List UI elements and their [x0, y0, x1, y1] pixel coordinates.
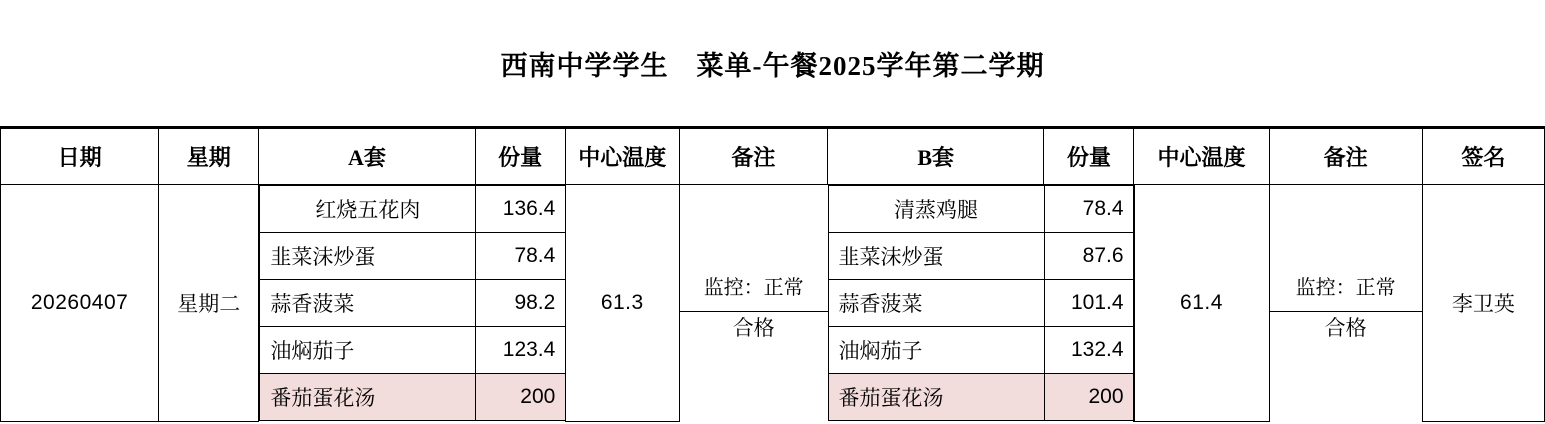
set-a-items-table	[259, 185, 566, 421]
cell-weekday: 星期二	[159, 185, 259, 422]
header-note-b: 备注	[1269, 129, 1422, 185]
menu-table	[0, 128, 1545, 422]
header-signature: 签名	[1422, 129, 1544, 185]
cell-core-temp-a: 61.3	[565, 185, 679, 422]
cell-set-a-group	[259, 185, 565, 422]
set-b-dish-2: 韭菜沫炒蛋	[828, 233, 1044, 280]
cell-note-b	[1269, 185, 1422, 422]
list-item	[260, 186, 566, 233]
note-a-result: 合格	[732, 315, 775, 340]
set-a-qty-3: 98.2	[476, 280, 566, 327]
set-b-qty-1: 78.4	[1044, 186, 1134, 233]
set-b-qty-4: 132.4	[1044, 327, 1134, 374]
table-row	[1, 185, 1545, 422]
cell-core-temp-b: 61.4	[1134, 185, 1269, 422]
set-b-items-table	[828, 185, 1135, 421]
set-a-qty-2: 78.4	[476, 233, 566, 280]
list-item	[828, 280, 1134, 327]
cell-signature: 李卫英	[1422, 185, 1544, 422]
set-a-qty-4: 123.4	[476, 327, 566, 374]
header-portion-a: 份量	[475, 129, 565, 185]
header-date: 日期	[1, 129, 159, 185]
list-item	[260, 233, 566, 280]
set-b-dish-1: 清蒸鸡腿	[828, 186, 1044, 233]
list-item	[828, 327, 1134, 374]
header-core-temp-a: 中心温度	[565, 129, 679, 185]
list-item	[260, 374, 566, 421]
set-a-qty-5: 200	[476, 374, 566, 421]
set-a-qty-1: 136.4	[476, 186, 566, 233]
page-title: 西南中学学生 菜单-午餐2025学年第二学期	[500, 50, 1045, 81]
set-b-dish-3: 蒜香菠菜	[828, 280, 1044, 327]
set-b-qty-2: 87.6	[1044, 233, 1134, 280]
note-b-monitor: 监控：正常	[1270, 265, 1422, 312]
list-item	[828, 374, 1134, 421]
set-a-dish-5: 番茄蛋花汤	[260, 374, 476, 421]
header-set-b: B套	[828, 129, 1044, 185]
set-a-dish-4: 油焖茄子	[260, 327, 476, 374]
header-portion-b: 份量	[1044, 129, 1134, 185]
header-core-temp-b: 中心温度	[1134, 129, 1269, 185]
set-b-qty-5: 200	[1044, 374, 1134, 421]
cell-set-b-group	[828, 185, 1134, 422]
set-b-dish-4: 油焖茄子	[828, 327, 1044, 374]
set-a-dish-1: 红烧五花肉	[260, 186, 476, 233]
note-a-monitor: 监控：正常	[680, 265, 828, 312]
header-set-a: A套	[259, 129, 475, 185]
set-a-dish-3: 蒜香菠菜	[260, 280, 476, 327]
set-a-dish-2: 韭菜沫炒蛋	[260, 233, 476, 280]
title-band	[0, 0, 1545, 128]
set-b-qty-3: 101.4	[1044, 280, 1134, 327]
set-b-dish-5: 番茄蛋花汤	[828, 374, 1044, 421]
table-header-row	[1, 129, 1545, 185]
list-item	[828, 233, 1134, 280]
cell-note-a	[679, 185, 827, 422]
header-weekday: 星期	[159, 129, 259, 185]
list-item	[828, 186, 1134, 233]
cell-date: 20260407	[1, 185, 159, 422]
note-b-result: 合格	[1324, 315, 1367, 340]
list-item	[260, 280, 566, 327]
header-note-a: 备注	[679, 129, 827, 185]
list-item	[260, 327, 566, 374]
